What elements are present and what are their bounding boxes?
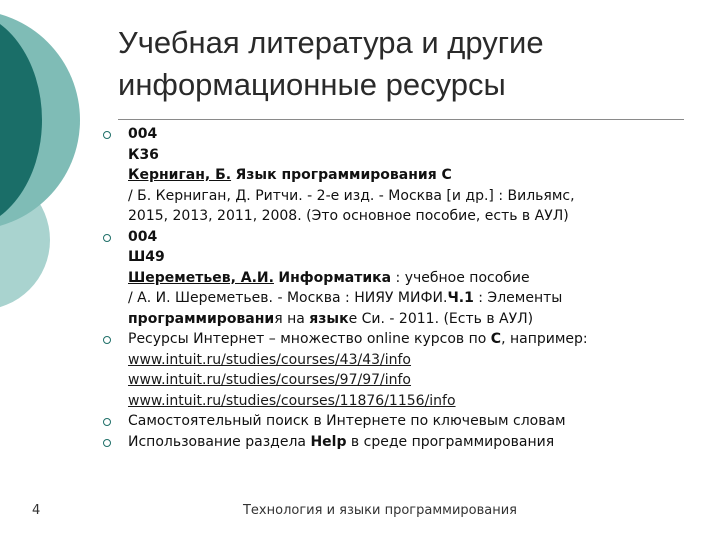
page-number: 4 — [32, 503, 41, 518]
list-item-kernighan — [98, 124, 698, 227]
slide-title — [118, 22, 678, 106]
course-link-97[interactable]: www.intuit.ru/studies/courses/97/97/info — [128, 372, 412, 388]
language-name: С — [490, 331, 502, 347]
list-item-help — [98, 432, 698, 453]
help-keyword: Help — [310, 433, 347, 450]
book-shelf-mark: Ш49 — [128, 249, 165, 265]
book-detail-text: я на — [274, 310, 310, 327]
resource-list — [98, 124, 698, 452]
book-detail-bold: программировани — [128, 310, 275, 327]
bullet-icon — [103, 131, 111, 139]
text-part: Использование раздела — [128, 433, 311, 450]
title-line-1: Учебная литература и другие — [118, 25, 544, 60]
book-title: Информатика — [278, 269, 392, 286]
text-part: , например: — [501, 331, 588, 347]
book-part: Ч.1 — [447, 290, 474, 306]
course-link-11876[interactable]: www.intuit.ru/studies/courses/11876/1156/info — [128, 392, 456, 409]
bullet-icon — [103, 336, 111, 344]
bullet-icon — [103, 234, 111, 242]
book-code: 004 — [128, 126, 158, 142]
book-author[interactable]: Шереметьев, А.И. — [128, 269, 274, 286]
book-subtitle: : учебное пособие — [391, 269, 530, 286]
book-detail-1: / Б. Керниган, Д. Ритчи. - 2-е изд. - Москва [и др.] : Вильямс, — [128, 187, 575, 204]
bullet-icon — [103, 439, 111, 447]
book-detail-text: / А. И. Шереметьев. - Москва : НИЯУ МИФИ. — [128, 290, 448, 306]
text-part: в среде программирования — [346, 433, 555, 450]
book-detail-bold: язык — [309, 310, 349, 327]
text-part: Ресурсы Интернет – множество online курсов по — [128, 331, 491, 347]
title-line-2: информационные ресурсы — [118, 67, 506, 102]
book-detail-text: : Элементы — [473, 290, 563, 306]
book-heading — [128, 268, 698, 289]
book-author[interactable]: Керниган, Б. — [128, 167, 232, 183]
bullet-icon — [103, 418, 111, 426]
book-detail-2 — [128, 309, 698, 330]
book-code: 004 — [128, 228, 158, 245]
decorative-circles — [0, 0, 110, 360]
book-title: Язык программирования С — [235, 167, 452, 183]
footer-course-title: Технология и языки программирования — [242, 503, 517, 518]
self-search-text: Самостоятельный поиск в Интернете по ключевым словам — [128, 413, 566, 429]
book-detail-2: 2015, 2013, 2011, 2008. (Это основное пособие, есть в АУЛ) — [128, 208, 569, 224]
book-detail-1 — [128, 288, 698, 309]
list-item-sheremetyev — [98, 227, 698, 330]
book-shelf-mark: К36 — [128, 146, 159, 163]
book-detail-text: е Си. - 2011. (Есть в АУЛ) — [348, 310, 534, 327]
internet-resources-text — [128, 329, 698, 350]
list-item-self-search — [98, 411, 698, 432]
list-item-internet-resources — [98, 329, 698, 411]
help-text — [128, 432, 698, 453]
course-link-43[interactable]: www.intuit.ru/studies/courses/43/43/info — [128, 351, 412, 368]
book-heading — [128, 165, 698, 186]
title-divider — [118, 119, 684, 120]
